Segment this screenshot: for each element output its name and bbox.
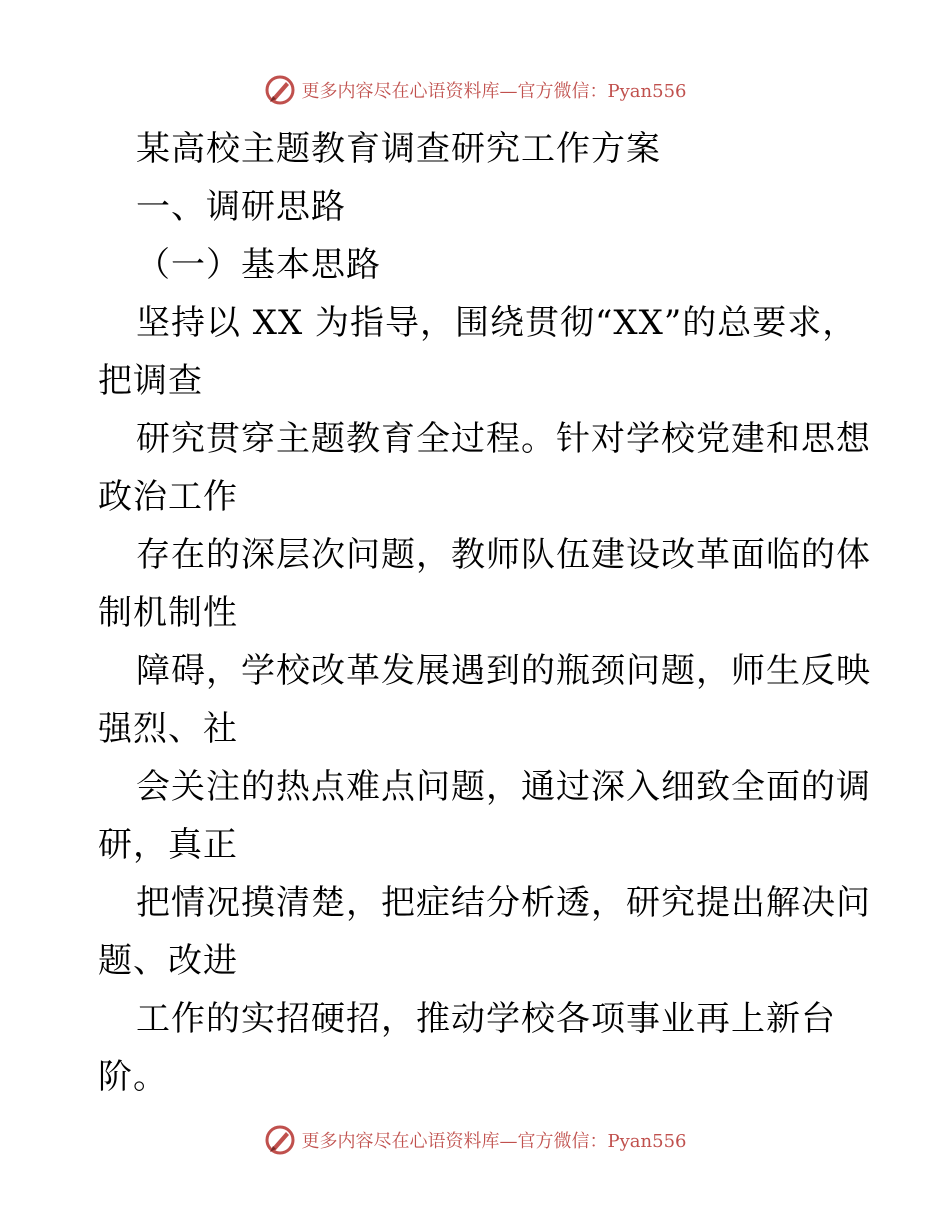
document-body — [98, 120, 871, 1106]
watermark-text: 更多内容尽在心语资料库—官方微信：Pyan556 — [301, 1131, 687, 1152]
paragraph-line: 研究贯穿主题教育全过程。针对学校党建和思想 — [136, 419, 871, 459]
paragraph-line: 强烈、社 — [98, 709, 238, 749]
paragraph-line: 坚持以 XX 为指导，围绕贯彻“XX”的总要求， — [136, 303, 858, 343]
paragraph-line: 题、改进 — [98, 941, 238, 981]
paragraph-line: 把调查 — [98, 361, 203, 401]
header-watermark — [0, 70, 950, 110]
paragraph-line: 把情况摸清楚，把症结分析透，研究提出解决问 — [136, 883, 871, 923]
paragraph-line: 会关注的热点难点问题，通过深入细致全面的调 — [136, 767, 871, 807]
paragraph-line: 制机制性 — [98, 593, 238, 633]
document-title: 某高校主题教育调查研究工作方案 — [136, 129, 661, 169]
paragraph-line: 存在的深层次问题，教师队伍建设改革面临的体 — [136, 535, 871, 575]
pen-logo-icon — [264, 1124, 296, 1156]
watermark-text: 更多内容尽在心语资料库—官方微信：Pyan556 — [301, 81, 687, 102]
paragraph-line: 阶。 — [98, 1057, 168, 1097]
paragraph-line: 政治工作 — [98, 477, 238, 517]
pen-logo-icon — [264, 74, 296, 106]
subsection-heading: （一）基本思路 — [136, 245, 381, 285]
paragraph-line: 工作的实招硬招，推动学校各项事业再上新台 — [136, 999, 836, 1039]
paragraph-line: 障碍，学校改革发展遇到的瓶颈问题，师生反映 — [136, 651, 871, 691]
footer-watermark — [0, 1120, 950, 1160]
paragraph-line: 研，真正 — [98, 825, 238, 865]
section-heading: 一、调研思路 — [136, 187, 346, 227]
